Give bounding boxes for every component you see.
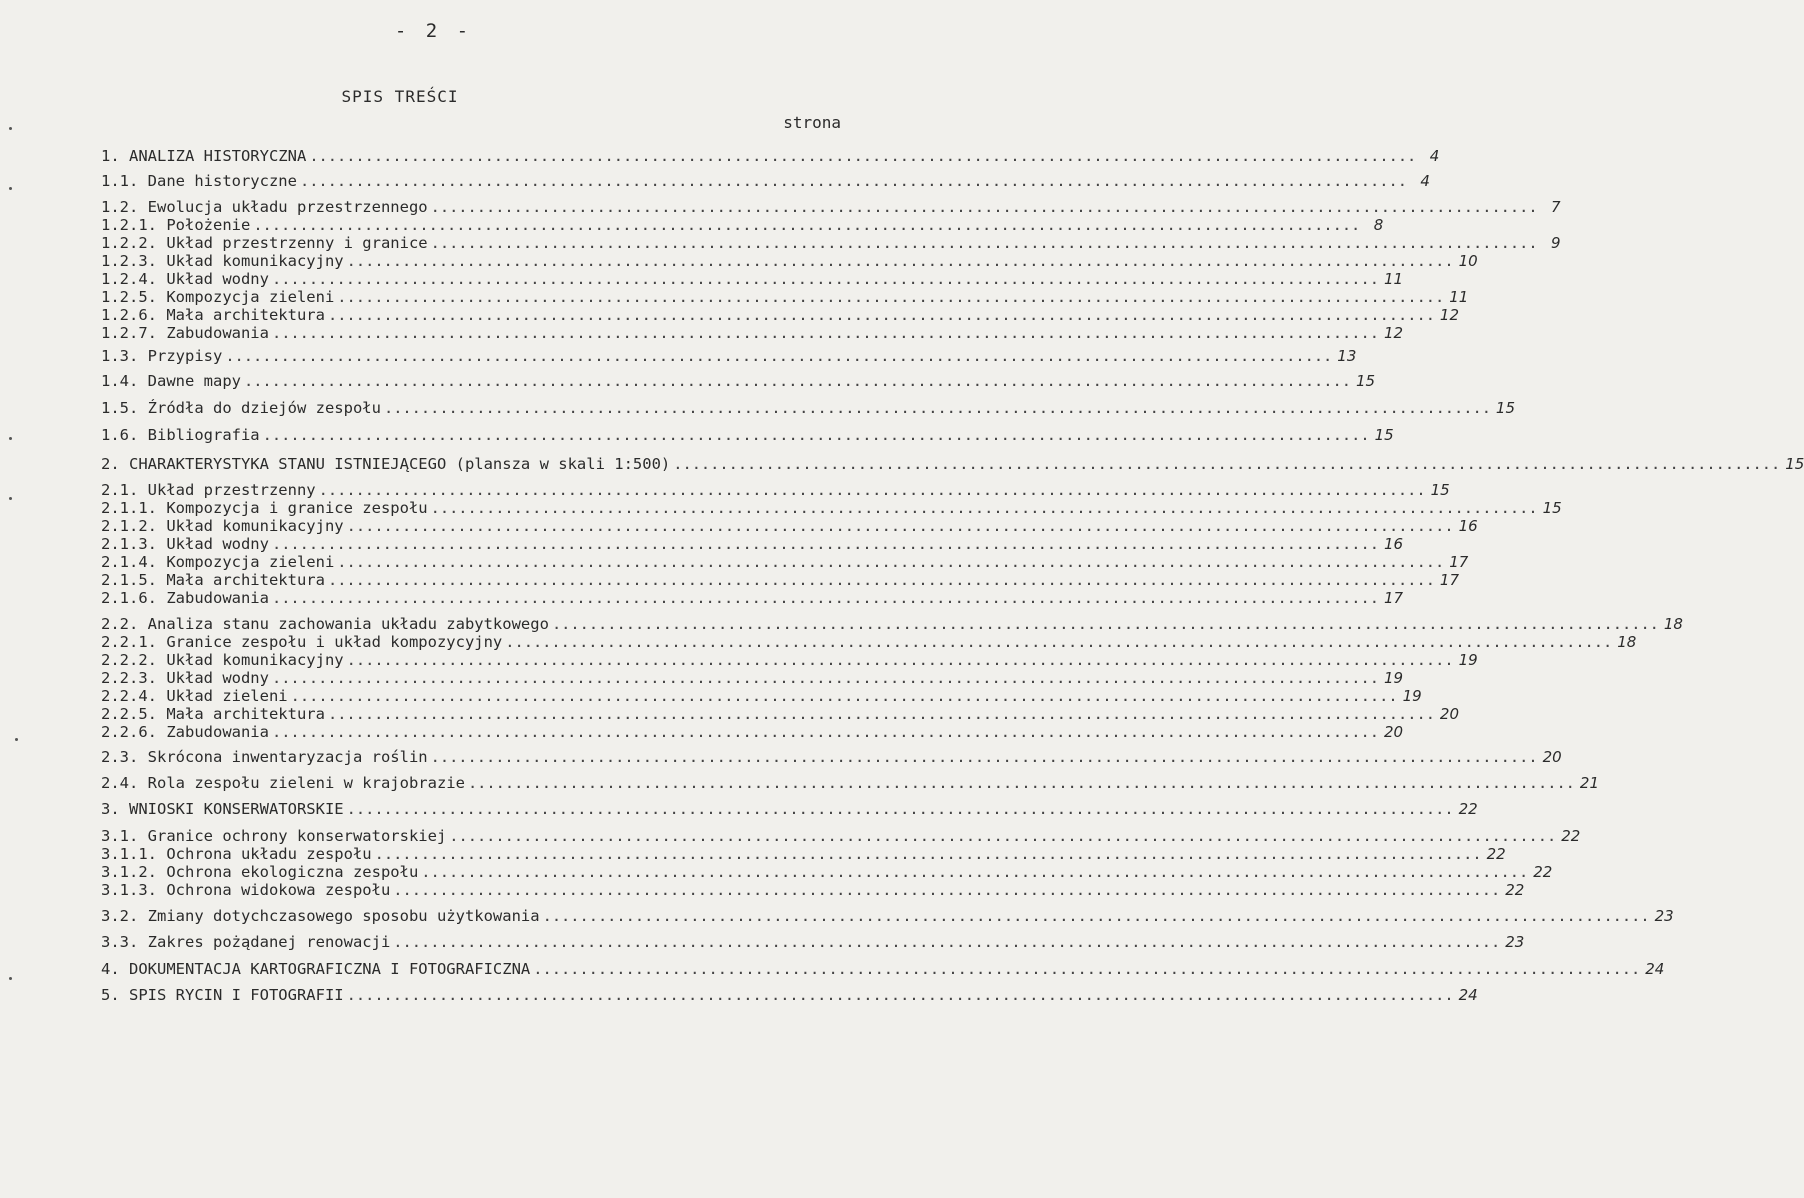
toc-entry: [101, 372, 1376, 390]
toc-entry-page: 20: [1439, 705, 1460, 723]
toc-leader-dots: ........................................................................................................................: [384, 402, 1492, 416]
toc-entry-label: 3.2. Zmiany dotychczasowego sposobu użytkowania: [101, 907, 540, 925]
toc-leader-dots: ........................................................................................................................: [328, 309, 1436, 323]
toc-entry: [101, 633, 1637, 651]
toc-leader-dots: ........................................................................................................................: [244, 375, 1352, 389]
toc-leader-dots: ........................................................................................................................: [319, 484, 1427, 498]
toc-leader-dots: ........................................................................................................................: [328, 708, 1436, 722]
toc-entry: [101, 986, 1478, 1004]
toc-entry-label: 3.1.1. Ochrona układu zespołu: [101, 845, 372, 863]
toc-leader-dots: ........................................................................................................................: [272, 672, 1380, 686]
toc-entry: [101, 399, 1516, 417]
toc-entry: [101, 172, 1430, 190]
toc-leader-dots: ........................................................................................................................: [272, 327, 1380, 341]
margin-speck: [9, 497, 12, 500]
toc-entry-page: 16: [1383, 535, 1404, 553]
toc-leader-dots: ........................................................................................................................: [291, 690, 1399, 704]
toc-entry: [101, 455, 1804, 473]
toc-entry: [101, 481, 1450, 499]
toc-entry-page: 24: [1458, 986, 1478, 1004]
toc-leader-dots: ........................................................................................................................: [263, 429, 1371, 443]
toc-entry-page: 22: [1533, 863, 1553, 881]
toc-leader-dots: ........................................................................................................................: [431, 201, 1539, 215]
toc-entry-page: 23: [1505, 933, 1525, 951]
toc-entry: [101, 589, 1404, 607]
toc-entry-label: 3.1. Granice ochrony konserwatorskiej: [101, 827, 447, 845]
toc-entry-label: 2.2. Analiza stanu zachowania układu zabytkowego: [101, 615, 549, 633]
toc-entry-label: 3. WNIOSKI KONSERWATORSKIE: [101, 800, 344, 818]
toc-entry-page: 22: [1458, 800, 1478, 818]
toc-entry-page: 19: [1402, 687, 1422, 705]
toc-leader-dots: ........................................................................................................................: [394, 936, 1502, 950]
toc-leader-dots: ........................................................................................................................: [450, 830, 1558, 844]
toc-entry: [101, 651, 1478, 669]
toc-entry-label: 1.4. Dawne mapy: [101, 372, 241, 390]
toc-leader-dots: ........................................................................................................................: [534, 963, 1642, 977]
toc-entry-label: 2. CHARAKTERYSTYKA STANU ISTNIEJĄCEGO (plansza w skali 1:500): [101, 455, 671, 473]
toc-entry-page: 9: [1551, 234, 1561, 252]
toc-entry-page: 17: [1439, 571, 1460, 589]
margin-speck: [9, 437, 12, 440]
toc-leader-dots: ........................................................................................................................: [272, 538, 1380, 552]
toc-entry-label: 2.2.4. Układ zieleni: [101, 687, 288, 705]
toc-entry: [101, 535, 1404, 553]
toc-leader-dots: ........................................................................................................................: [431, 502, 1539, 516]
toc-entry-page: 17: [1449, 553, 1469, 571]
toc-entry-page: 15: [1542, 499, 1562, 517]
toc-entry-label: 2.2.3. Układ wodny: [101, 669, 269, 687]
toc-leader-dots: ........................................................................................................................: [347, 989, 1455, 1003]
toc-leader-dots: ........................................................................................................................: [338, 556, 1446, 570]
toc-entry: [101, 426, 1394, 444]
toc-entry-page: 7: [1551, 198, 1561, 216]
toc-leader-dots: ........................................................................................................................: [338, 291, 1446, 305]
toc-entry-label: 2.1.6. Zabudowania: [101, 589, 269, 607]
toc-leader-dots: ........................................................................................................................: [328, 574, 1436, 588]
toc-entry-page: 18: [1617, 633, 1637, 651]
toc-entry-label: 1.5. Źródła do dziejów zespołu: [101, 399, 381, 417]
toc-entry-label: 1.2.2. Układ przestrzenny i granice: [101, 234, 428, 252]
toc-leader-dots: ........................................................................................................................: [468, 777, 1576, 791]
toc-entry-label: 2.1.1. Kompozycja i granice zespołu: [101, 499, 428, 517]
margin-speck: [15, 738, 18, 741]
toc-entry-label: 1.3. Przypisy: [101, 347, 223, 365]
toc-entry-page: 16: [1458, 517, 1478, 535]
toc-entry: [101, 845, 1506, 863]
toc-entry-page: 22: [1561, 827, 1581, 845]
toc-leader-dots: ........................................................................................................................: [422, 866, 1530, 880]
toc-entry-page: 22: [1486, 845, 1506, 863]
toc-entry-label: 1.2. Ewolucja układu przestrzennego: [101, 198, 428, 216]
toc-entry-page: 12: [1439, 306, 1460, 324]
toc-leader-dots: ........................................................................................................................: [394, 884, 1502, 898]
toc-entry-label: 2.2.6. Zabudowania: [101, 723, 269, 741]
toc-entry-label: 2.1. Układ przestrzenny: [101, 481, 316, 499]
toc-leader-dots: ........................................................................................................................: [543, 910, 1651, 924]
toc-entry-label: 3.1.3. Ochrona widokowa zespołu: [101, 881, 391, 899]
toc-entry-page: 24: [1645, 960, 1665, 978]
toc-entry: [101, 615, 1683, 633]
toc-entry-page: 4: [1429, 147, 1440, 165]
margin-speck: [9, 977, 12, 980]
toc-leader-dots: ........................................................................................................................: [254, 219, 1362, 233]
toc-entry-label: 1.2.4. Układ wodny: [101, 270, 269, 288]
toc-leader-dots: ........................................................................................................................: [431, 751, 1539, 765]
toc-leader-dots: ........................................................................................................................: [431, 237, 1539, 251]
toc-entry: [101, 933, 1525, 951]
toc-leader-dots: ........................................................................................................................: [347, 520, 1455, 534]
toc-entry-label: 2.1.4. Kompozycja zieleni: [101, 553, 335, 571]
toc-entry: [101, 347, 1357, 365]
toc-entry: [101, 288, 1469, 306]
toc-entry: [101, 774, 1599, 792]
toc-leader-dots: ........................................................................................................................: [347, 255, 1455, 269]
margin-speck: [9, 127, 12, 130]
toc-entry: [101, 216, 1384, 234]
toc-entry-label: 1.2.5. Kompozycja zieleni: [101, 288, 335, 306]
toc-entry-label: 1. ANALIZA HISTORYCZNA: [101, 147, 307, 165]
toc-entry-page: 20: [1542, 748, 1562, 766]
toc-entry-page: 15: [1785, 455, 1804, 473]
toc-entry-label: 2.4. Rola zespołu zieleni w krajobrazie: [101, 774, 465, 792]
page-title: SPIS TREŚCI: [341, 87, 459, 106]
toc-entry: [101, 198, 1561, 216]
toc-leader-dots: ........................................................................................................................: [506, 636, 1614, 650]
toc-entry-page: 4: [1420, 172, 1430, 190]
toc-entry-label: 4. DOKUMENTACJA KARTOGRAFICZNA I FOTOGRAFICZNA: [101, 960, 531, 978]
toc-entry: [101, 907, 1674, 925]
toc-entry-label: 1.2.7. Zabudowania: [101, 324, 269, 342]
toc-entry-label: 2.2.1. Granice zespołu i układ kompozycyjny: [101, 633, 503, 651]
toc-entry-page: 15: [1355, 372, 1376, 390]
toc-entry: [101, 270, 1404, 288]
toc-entry: [101, 705, 1460, 723]
toc-leader-dots: ........................................................................................................................: [674, 458, 1782, 472]
toc-entry-label: 2.2.5. Mała architektura: [101, 705, 325, 723]
toc-entry-page: 19: [1458, 651, 1478, 669]
toc-leader-dots: ........................................................................................................................: [347, 654, 1455, 668]
toc-leader-dots: ........................................................................................................................: [310, 150, 1418, 164]
toc-entry-page: 13: [1337, 347, 1357, 365]
page-number: - 2 -: [394, 20, 473, 42]
toc-leader-dots: ........................................................................................................................: [300, 175, 1408, 189]
toc-entry-page: 12: [1383, 324, 1404, 342]
toc-entry-page: 8: [1373, 216, 1384, 234]
toc-entry: [101, 517, 1478, 535]
toc-entry-page: 10: [1458, 252, 1478, 270]
toc-entry: [101, 723, 1404, 741]
toc-entry-label: 2.2.2. Układ komunikacyjny: [101, 651, 344, 669]
toc-entry-page: 15: [1374, 426, 1394, 444]
toc-entry-label: 1.6. Bibliografia: [101, 426, 260, 444]
toc-entry-label: 2.1.2. Układ komunikacyjny: [101, 517, 344, 535]
toc-leader-dots: ........................................................................................................................: [347, 803, 1455, 817]
toc-leader-dots: ........................................................................................................................: [226, 350, 1334, 364]
toc-entry: [101, 553, 1469, 571]
toc-entry-label: 1.2.1. Położenie: [101, 216, 251, 234]
toc-entry: [101, 960, 1665, 978]
toc-entry: [101, 748, 1562, 766]
toc-entry-page: 20: [1383, 723, 1404, 741]
toc-entry-label: 1.2.3. Układ komunikacyjny: [101, 252, 344, 270]
page-column-header: strona: [783, 113, 841, 132]
toc-entry: [101, 147, 1440, 165]
margin-speck: [9, 187, 12, 190]
toc-entry: [101, 827, 1581, 845]
toc-leader-dots: ........................................................................................................................: [552, 618, 1660, 632]
toc-entry-label: 2.1.3. Układ wodny: [101, 535, 269, 553]
toc-leader-dots: ........................................................................................................................: [375, 848, 1483, 862]
toc-leader-dots: ........................................................................................................................: [272, 726, 1380, 740]
toc-entry-page: 11: [1449, 288, 1469, 306]
toc-leader-dots: ........................................................................................................................: [272, 592, 1380, 606]
toc-entry: [101, 571, 1460, 589]
toc-entry-page: 15: [1495, 399, 1516, 417]
toc-entry-page: 15: [1430, 481, 1450, 499]
toc-entry-page: 17: [1383, 589, 1404, 607]
toc-entry-page: 11: [1383, 270, 1404, 288]
toc-entry-label: 2.1.5. Mała architektura: [101, 571, 325, 589]
toc-entry: [101, 863, 1553, 881]
toc-leader-dots: ........................................................................................................................: [272, 273, 1380, 287]
toc-entry: [101, 800, 1478, 818]
toc-entry-label: 1.1. Dane historyczne: [101, 172, 297, 190]
toc-entry: [101, 687, 1422, 705]
toc-entry: [101, 669, 1404, 687]
toc-entry: [101, 234, 1561, 252]
toc-entry-page: 18: [1663, 615, 1683, 633]
toc-entry-label: 5. SPIS RYCIN I FOTOGRAFII: [101, 986, 344, 1004]
toc-entry-label: 2.3. Skrócona inwentaryzacja roślin: [101, 748, 428, 766]
toc-entry-page: 21: [1579, 774, 1599, 792]
toc-entry: [101, 499, 1562, 517]
toc-entry: [101, 324, 1404, 342]
toc-entry: [101, 306, 1460, 324]
toc-entry-label: 3.1.2. Ochrona ekologiczna zespołu: [101, 863, 419, 881]
toc-entry-label: 3.3. Zakres pożądanej renowacji: [101, 933, 391, 951]
toc-entry-page: 19: [1383, 669, 1404, 687]
toc-entry: [101, 252, 1478, 270]
toc-entry-page: 23: [1654, 907, 1674, 925]
toc-entry-page: 22: [1505, 881, 1525, 899]
toc-entry-label: 1.2.6. Mała architektura: [101, 306, 325, 324]
toc-entry: [101, 881, 1525, 899]
